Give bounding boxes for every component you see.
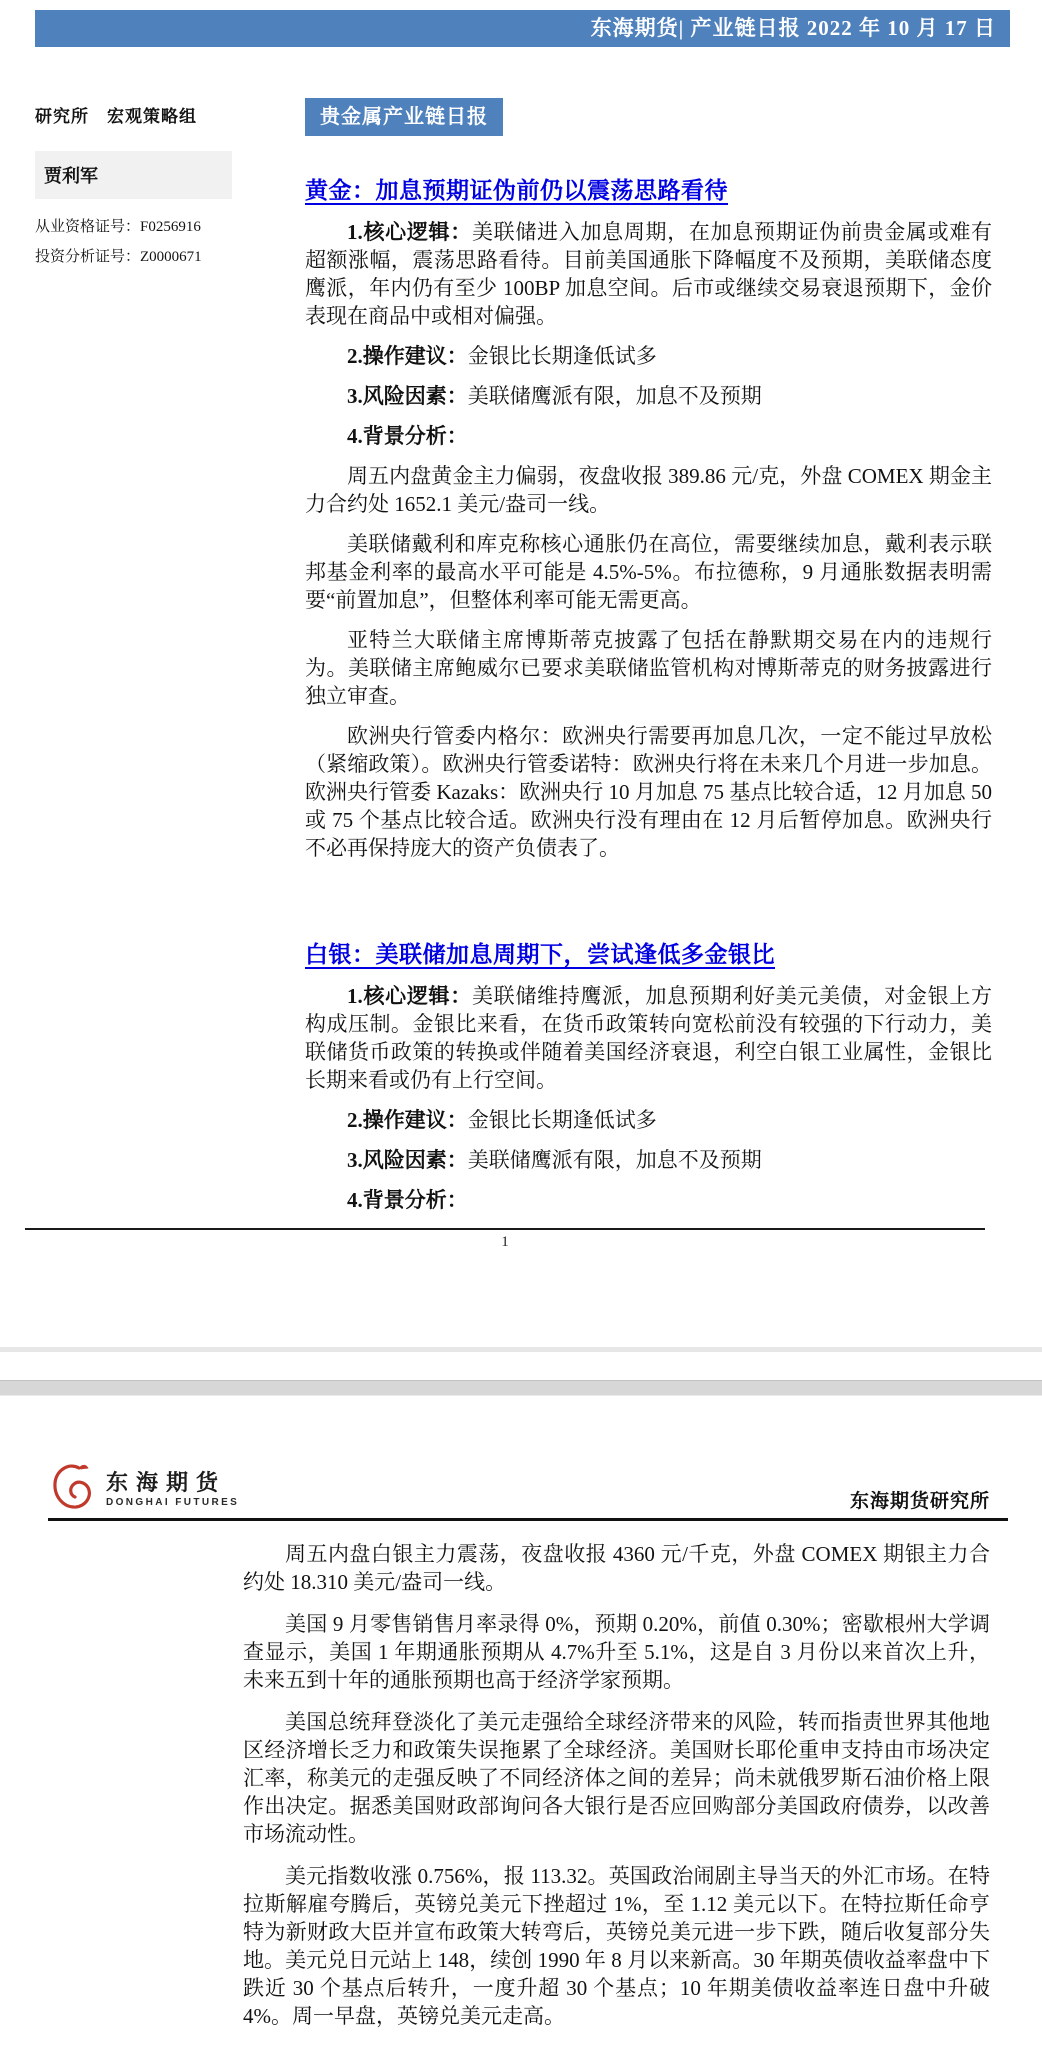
silver-section-heading-link[interactable]: 白银：美联储加息周期下，尝试逢低多金银比 — [305, 942, 775, 967]
gold-background-para: 亚特兰大联储主席博斯蒂克披露了包括在静默期交易在内的违规行为。美联储主席鲍威尔已要求美联储监管机构对博斯蒂克的财务披露进行独立审查。 — [305, 628, 992, 708]
gold-risk: 3.风险因素：美联储鹰派有限，加息不及预期 — [347, 384, 762, 408]
gold-background-para: 美联储戴利和库克称核心通胀仍在高位，需要继续加息，戴利表示联邦基金利率的最高水平可能是 4.5%-5%。布拉德称，9 月通胀数据表明需要“前置加息”，但整体利率可能无需更高。 — [305, 532, 992, 612]
qualification-cert: 从业资格证号：F0256916 — [35, 219, 201, 235]
page-edge-strip — [0, 1347, 1042, 1352]
page2-body — [243, 1540, 990, 2044]
silver-background-para: 美元指数收涨 0.756%，报 113.32。英国政治闹剧主导当天的外汇市场。在特拉斯解雇夸腾后，英镑兑美元下挫超过 1%，至 1.12 美元以下。在特拉斯任命亨特为新财政大臣并宣布政策大转弯后，英镑兑美元进一步下跌，随后收复部分失地。美元兑日元站上 148，续创 1990 年 8 月以来新高。30 年期英债收益率盘中下跌近 30 个基点后转升，一度升超 30 个基点；10 年期美债收益率连日盘中升破 4%。周一早盘，英镑兑美元走高。 — [243, 1864, 990, 2028]
page-number: 1 — [501, 1234, 509, 1250]
silver-background-para: 周五内盘白银主力震荡，夜盘收报 4360 元/千克，外盘 COMEX 期银主力合约处 18.310 美元/盎司一线。 — [243, 1542, 990, 1594]
silver-risk: 3.风险因素：美联储鹰派有限，加息不及预期 — [347, 1148, 762, 1172]
gold-advice: 2.操作建议：金银比长期逢低试多 — [347, 344, 657, 368]
silver-background-para: 美国总统拜登淡化了美元走强给全球经济带来的风险，转而指责世界其他地区经济增长乏力和政策失误拖累了全球经济。美国财长耶伦重申支持由市场决定汇率，称美元的走强反映了不同经济体之间的差异；尚未就俄罗斯石油价格上限作出决定。据悉美国财政部询问各大银行是否应回购部分美国政府债券，以改善市场流动性。 — [243, 1710, 990, 1846]
page1-footer-rule — [25, 1228, 985, 1230]
research-institute-title: 东海期货研究所 — [849, 1491, 990, 1512]
page-gap-strip — [0, 1380, 1042, 1396]
gold-background-para: 欧洲央行管委内格尔：欧洲央行需要再加息几次，一定不能过早放松（紧缩政策）。欧洲央行管委诺特：欧洲央行将在未来几个月进一步加息。欧洲央行管委 Kazaks：欧洲央行 10 月加息 75 基点比较合适，12 月加息 50 或 75 个基点比较合适。欧洲央行没有理由在 12 月后暂停加息。欧洲央行不必再保持庞大的资产负债表了。 — [305, 724, 992, 860]
author-sidebar — [35, 102, 232, 275]
company-logo — [48, 1460, 239, 1519]
gold-section-heading-link[interactable]: 黄金：加息预期证伪前仍以震荡思路看待 — [305, 178, 728, 203]
silver-background-para: 美国 9 月零售销售月率录得 0%，预期 0.20%，前值 0.30%；密歇根州大学调查显示，美国 1 年期通胀预期从 4.7%升至 5.1%，这是自 3 月份以来首次上升，未来五到十年的通胀预期也高于经济学家预期。 — [243, 1612, 990, 1692]
analyst-name: 贾利军 — [44, 166, 98, 186]
logo-cn-text: 东海期货 — [106, 1470, 227, 1495]
report-banner — [35, 10, 1010, 47]
report-category-badge: 贵金属产业链日报 — [305, 98, 503, 136]
silver-core-logic: 1.核心逻辑：美联储维持鹰派，加息预期利好美元美债，对金银上方构成压制。金银比来看，在货币政策转向宽松前没有较强的下行动力，美联储货币政策的转换或伴随着美国经济衰退，利空白银工业属性，金银比长期来看或仍有上行空间。 — [305, 984, 993, 1092]
silver-background-label: 4.背景分析： — [347, 1188, 468, 1212]
analysis-cert: 投资分析证号：Z0000671 — [35, 249, 202, 265]
analyst-name-box — [35, 151, 232, 199]
logo-en-text: DONGHAI FUTURES — [106, 1497, 240, 1508]
banner-title: 东海期货| 产业链日报 2022 年 10 月 17 日 — [590, 16, 996, 40]
report-body — [305, 98, 992, 1226]
gold-background-label: 4.背景分析： — [347, 424, 468, 448]
gold-core-logic: 1.核心逻辑：美联储进入加息周期，在加息预期证伪前贵金属或难有超额涨幅，震荡思路看待。目前美国通胀下降幅度不及预期，美联储态度鹰派，年内仍有至少 100BP 加息空间。后市或继续交易衰退预期下，金价表现在商品中或相对偏强。 — [305, 220, 993, 328]
silver-advice: 2.操作建议：金银比长期逢低试多 — [347, 1108, 657, 1132]
gold-background-para: 周五内盘黄金主力偏弱，夜盘收报 389.86 元/克，外盘 COMEX 期金主力合约处 1652.1 美元/盎司一线。 — [305, 464, 992, 516]
donghai-dragon-logo-icon — [48, 1460, 96, 1519]
page2-header-rule — [48, 1518, 1008, 1521]
department-label: 研究所 宏观策略组 — [35, 107, 197, 126]
